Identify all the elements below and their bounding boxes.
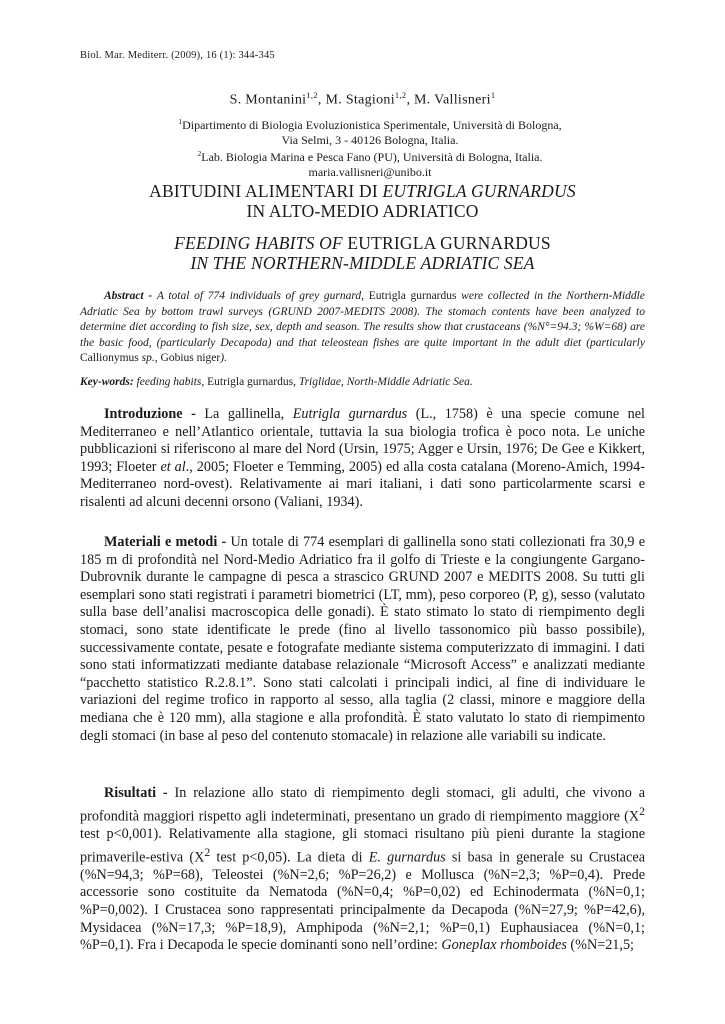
section-results: Risultati - In relazione allo stato di riempimento degli stomaci, gli adulti, che vivono a profondità maggiori rispetto agli indeterminati, presentano un grado di riempimento maggiore ($X^2$ test p<0,001). Relativamente alla stagione, gli stomaci risultano più pieni durante la stagione primaverile-estiva ($X^2$ test p<0,05). La dieta di E. gurnardus si basa in generale su Crustacea (%N=94,3; %P=68), Teleostei (%N=2,6; %P=26,2) e Mollusca (%N=2,3; %P=0,4). Prede accessorie sono costituite da Nematoda (%N=0,4; %P=0,02) ed Echinodermata (%N=0,1; %P=0,002). I Crustacea sono rappresentati principalmente da Decapoda (%N=27,9; %P=42,6), Mysidacea (%N=17,3; %P=18,9), Amphipoda (%N=2,1; %P=0,1) Euphausiacea (%N=0,1; %P=0,1). Fra i Decapoda le specie dominanti sono nell’ordine: Goneplax rhomboides (%N=21,5;	[80, 785, 645, 954]
contact-email: maria.vallisneri@unibo.it	[308, 164, 432, 179]
title-species: EUTRIGLA GURNARDUS	[382, 181, 576, 201]
title-italian: ABITUDINI ALIMENTARI DI EUTRIGLA GURNARDUS IN ALTO-MEDIO ADRIATICO	[149, 181, 576, 221]
author-list: S. Montanini$^{1,2}$, M. Stagioni$^{1,2}$, M. Vallisneri$^1$	[229, 90, 496, 108]
title-english: FEEDING HABITS OF EUTRIGLA GURNARDUS IN THE NORTHERN-MIDDLE ADRIATIC SEA	[174, 233, 551, 273]
section-methods: Materiali e metodi - Un totale di 774 esemplari di gallinella sono stati collezionati fra 30,9 e 185 m di profondità nel Nord-Medio Adriatico fra il golfo di Trieste e la congiungente Gargano-Dubrovnik durante le campagne di pesca a strascico GRUND 2007 e MEDITS 2008. Su tutti gli esemplari sono stati registrati i parametri biometrici (LT, mm), peso corporeo (P, g), sesso (valutato sulla base dell’analisi macroscopica delle gonadi). È stato stimato lo stato di riempimento degli stomaci, sono state identificate le prede (fino al livello tassonomico più basso possibile), successivamente contate, pesate e fotografate mediante sistema computerizzato di immagini. I dati sono stati informatizzati mediante database relazionale “Microsoft Access” e analizzati mediante “pacchetto statistico R.2.8.1”. Sono stati calcolati i principali indici, al fine di individuare le variazioni del regime trofico in rapporto al sesso, alla taglia (2 classi, minore e maggiore della mediana che è 120 mm), alla stagione e alla profondità. È stato valutato lo stato di riempimento degli stomaci (in base al peso del contenuto stomacale) in relazione alle variabili su indicate.	[80, 534, 646, 744]
keywords: Key-words: feeding habits, Eutrigla gurnardus, Triglidae, North-Middle Adriatic Sea.	[80, 376, 473, 388]
author-1: S. Montanini	[229, 92, 307, 108]
affiliation-2: $^2$Lab. Biologia Marina e Pesca Fano (PU), Università di Bologna, Italia.	[197, 149, 543, 165]
affiliation-1: $^1$Dipartimento di Biologia Evoluzionistica Sperimentale, Università di Bologna,	[178, 117, 562, 132]
keywords-label: Key-words:	[80, 376, 134, 388]
section-label: Materiali e metodi -	[104, 534, 231, 550]
author-2-affil: 1,2	[394, 90, 407, 100]
journal-citation: Biol. Mar. Mediterr. (2009), 16 (1): 344-345	[80, 50, 275, 61]
affiliation-1-address: Via Selmi, 3 - 40126 Bologna, Italia.	[281, 132, 459, 147]
section-introduction: Introduzione - La gallinella, Eutrigla gurnardus (L., 1758) è una specie comune nel Mediterraneo e nell’Atlantico orientale, tuttavia la sua biologia trofica è poco nota. Le uniche pubblicazioni si riferiscono al mare del Nord (Ursin, 1975; Agger e Ursin, 1976; De Gee e Kikkert, 1993; Floeter et al., 2005; Floeter e Temming, 2005) ed alla costa catalana (Moreno-Amich, 1994-Mediterraneo nord-ovest). Relativamente ai mari italiani, i dati sono particolarmente scarsi e risalenti ad alcuni decenni orsono (Valiani, 1934).	[80, 406, 645, 510]
affiliations	[130, 115, 610, 179]
abstract-label: Abstract -	[104, 290, 157, 302]
author-1-affil: 1,2	[306, 90, 318, 100]
author-3-affil: 1	[490, 90, 496, 100]
author-2: M. Stagioni	[325, 92, 395, 108]
abstract: Abstract - A total of 774 individuals of grey gurnard, Eutrigla gurnardus were collected in the Northern-Middle Adriatic Sea by bottom trawl surveys (GRUND 2007-MEDITS 2008). The stomach contents have been analyzed to determine diet according to fish size, sex, depth and season. The results show that crustaceans (%N°=94.3; %W=68) are the basic food, (particularly Decapoda) and that teleostean fishes are quite important in the adult diet (particularly Callionymus sp., Gobius niger).	[80, 290, 645, 364]
author-3: M. Vallisneri	[414, 92, 491, 108]
title-en-species: EUTRIGLA GURNARDUS	[347, 233, 551, 253]
section-label: Risultati -	[104, 785, 175, 801]
section-label: Introduzione -	[104, 406, 205, 422]
